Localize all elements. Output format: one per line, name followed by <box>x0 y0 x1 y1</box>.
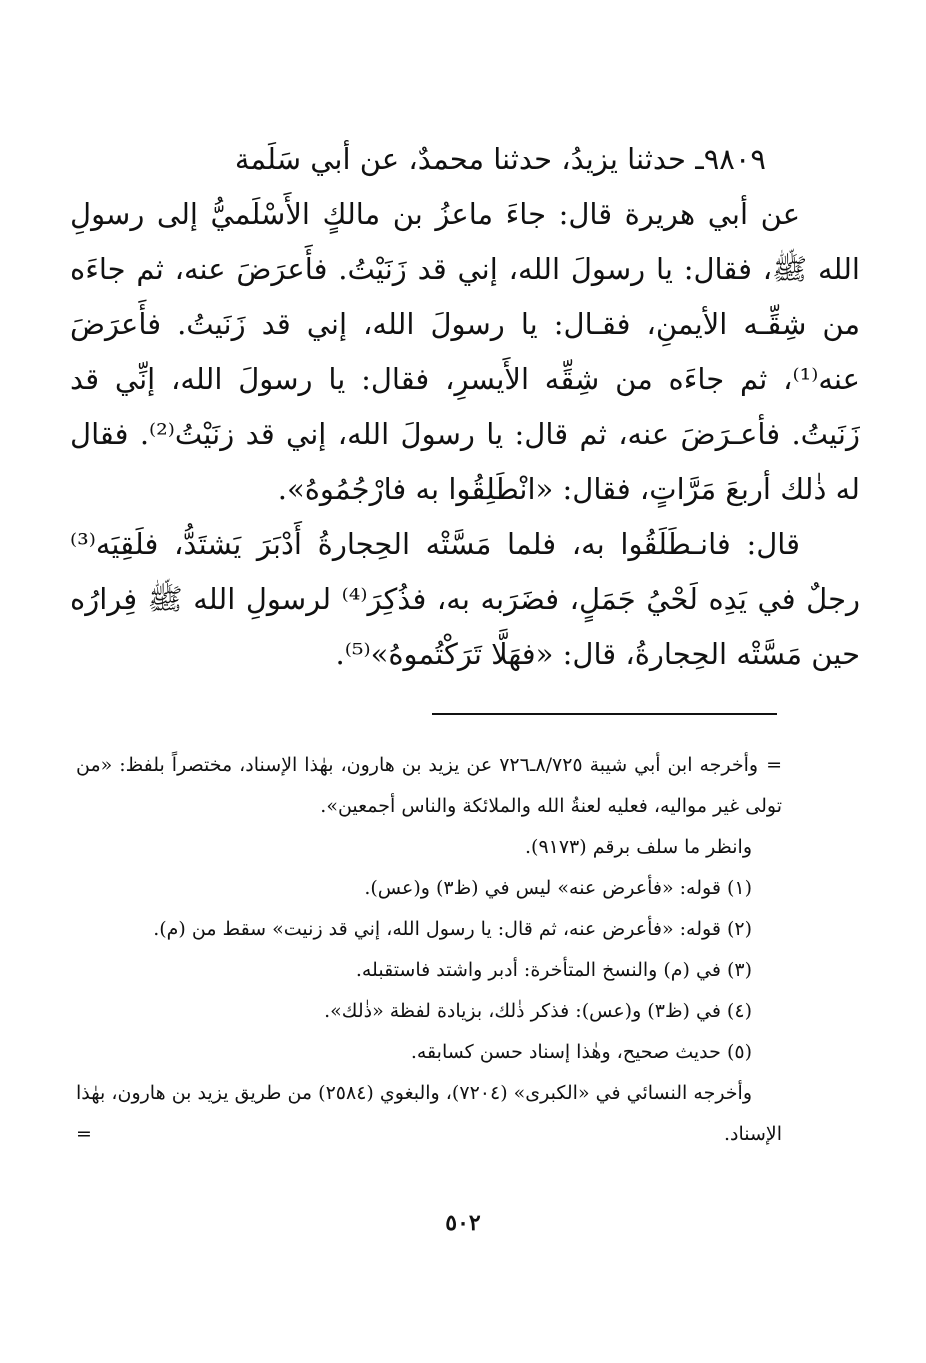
hadith-paragraph-1: عن أبي هريرة قال: جاءَ ماعزُ بن مالكٍ الأَسْلَميُّ إلى رسولِ الله ﷺ، فقال: يا رسولَ الله، إني قد زَنَيْتُ. فأَعرَضَ عنه، ثم جاءَه من شِقِّـه الأيمنِ، فقـال: يا رسولَ الله، إني قد زَنَيتُ. فأَعرَضَ عنه⁽¹⁾، ثم جاءَه من شِقِّه الأَيسرِ، فقال: يا رسولَ الله، إنِّي قد زَنَيتُ. فأعـرَضَ عنه، ثم قال: يا رسولَ الله، إني قد زنَيْتُ⁽²⁾. فقال له ذٰلك أربعَ مَرَّاتٍ، فقال: «انْطَلِقُوا به فارْجُمُوهُ». <box>70 197 860 506</box>
continued-mark: = <box>766 754 782 776</box>
footnote-5-cont-text: وأخرجه النسائي في «الكبرى» (٧٢٠٤)، والبغوي (٢٥٨٤) من طريق يزيد بن هارون، بهٰذا الإسناد. <box>76 1082 782 1145</box>
page-number: ٥٠٢ <box>445 1210 481 1236</box>
main-text <box>70 132 860 682</box>
footnote-5-continuation <box>76 1073 782 1155</box>
footnote-divider <box>432 713 777 715</box>
hadith-paragraph-2: قال: فانـطَلَقُوا به، فلما مَسَّتْه الحِجارةُ أَدْبَرَ يَشتَدُّ، فلَقِيَه⁽³⁾ رجلٌ في يَدِه لَحْيُ جَمَلٍ، فضَرَبه به، فذُكِرَ⁽⁴⁾ لرسولِ الله ﷺ فِرارُه حين مَسَّتْه الحِجارةُ، قال: «فهَلَّا تَرَكْتُموهُ»⁽⁵⁾. <box>70 527 860 671</box>
footnote-2: (٢) قوله: «فأعرض عنه، ثم قال: يا رسول الله، إني قد زنيت» سقط من (م). <box>153 918 752 940</box>
end-mark: = <box>76 1123 92 1145</box>
footnote-3: (٣) في (م) والنسخ المتأخرة: أدبر واشتد فاستقبله. <box>355 959 752 981</box>
hadith-heading: ٩٨٠٩ـ حدثنا يزيدُ، حدثنا محمدٌ، عن أبي سَلَمة <box>234 142 766 176</box>
footnote-see-also: وانظر ما سلف برقم (٩١٧٣). <box>524 836 752 858</box>
footnotes <box>76 745 782 1155</box>
footnote-1: (١) قوله: «فأعرض عنه» ليس في (ظ٣) و(عس). <box>364 877 752 899</box>
continuation-text: وأخرجه ابن أبي شيبة ٨/٧٢٥ـ٧٢٦ عن يزيد بن هارون، بهٰذا الإسناد، مختصراً بلفظ: «من تولى غير مواليه، فعليه لعنةُ الله والملائكة والناس أجمعين». <box>76 754 782 817</box>
footnote-5: (٥) حديث صحيح، وهٰذا إسناد حسن كسابقه. <box>410 1041 752 1063</box>
footnote-4: (٤) في (ظ٣) و(عس): فذكر ذٰلك، بزيادة لفظة «ذٰلك». <box>324 1000 752 1022</box>
footnote-continuation <box>76 745 782 827</box>
